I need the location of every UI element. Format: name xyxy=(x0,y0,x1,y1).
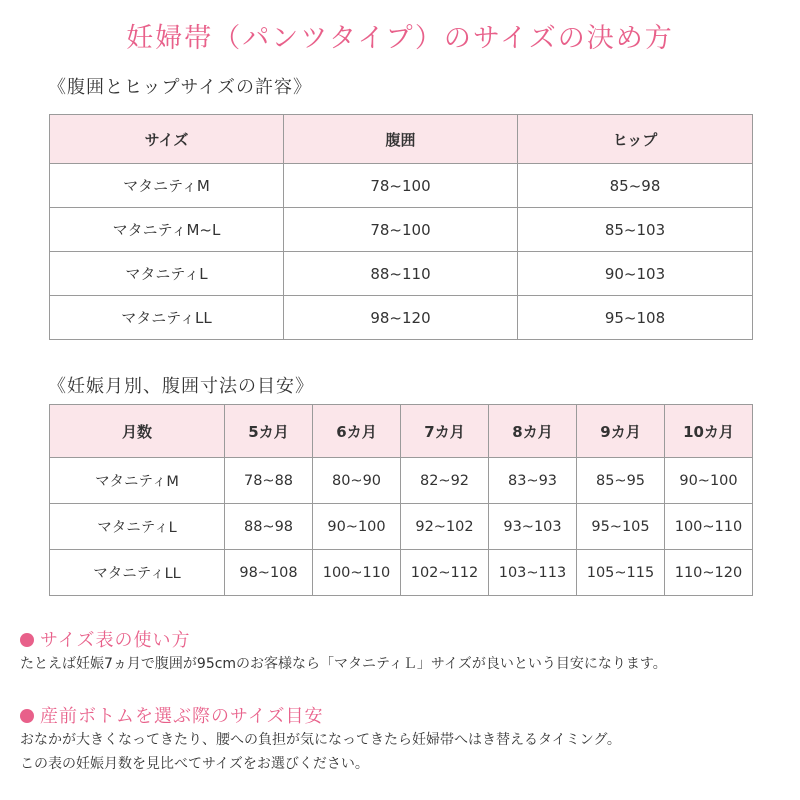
value-cell: 85~95 xyxy=(577,458,665,504)
column-header-month-9: 9カ月 xyxy=(577,405,665,458)
table-row xyxy=(50,164,753,208)
value-cell: 93~103 xyxy=(489,504,577,550)
note-heading-text: 産前ボトムを選ぶ際のサイズ目安 xyxy=(40,706,324,727)
size-cell: マタニティLL xyxy=(50,296,284,340)
column-header-waist: 腹囲 xyxy=(284,115,518,164)
page-title: 妊婦帯（パンツタイプ）のサイズの決め方 xyxy=(126,23,674,54)
value-cell: 100~110 xyxy=(665,504,753,550)
table-row xyxy=(50,252,753,296)
waist-cell: 78~100 xyxy=(284,208,518,252)
hip-cell: 95~108 xyxy=(518,296,753,340)
value-cell: 105~115 xyxy=(577,550,665,596)
column-header-hip: ヒップ xyxy=(518,115,753,164)
value-cell: 78~88 xyxy=(225,458,313,504)
size-tolerance-table xyxy=(49,114,753,340)
bullet-dot-icon xyxy=(20,709,34,723)
value-cell: 83~93 xyxy=(489,458,577,504)
table-header-row xyxy=(50,115,753,164)
note-text-bottom-size-line-2: この表の妊娠月数を見比べてサイズをお選びください。 xyxy=(20,756,369,772)
note-heading-how-to-use xyxy=(20,626,191,652)
table-row xyxy=(50,550,753,596)
value-cell: 82~92 xyxy=(401,458,489,504)
size-cell: マタニティLL xyxy=(50,550,225,596)
table-row xyxy=(50,208,753,252)
note-heading-bottom-size xyxy=(20,702,324,728)
value-cell: 102~112 xyxy=(401,550,489,596)
value-cell: 80~90 xyxy=(313,458,401,504)
table-row xyxy=(50,504,753,550)
waist-cell: 98~120 xyxy=(284,296,518,340)
table-header-row xyxy=(50,405,753,458)
value-cell: 100~110 xyxy=(313,550,401,596)
hip-cell: 85~98 xyxy=(518,164,753,208)
section-heading-monthly-waist: 《妊娠月別、腹囲寸法の目安》 xyxy=(48,376,314,397)
size-cell: マタニティM xyxy=(50,458,225,504)
size-cell: マタニティM~L xyxy=(50,208,284,252)
value-cell: 103~113 xyxy=(489,550,577,596)
value-cell: 90~100 xyxy=(665,458,753,504)
column-header-months: 月数 xyxy=(50,405,225,458)
section-heading-size-tolerance: 《腹囲とヒップサイズの許容》 xyxy=(48,77,313,98)
size-cell: マタニティL xyxy=(50,252,284,296)
waist-cell: 78~100 xyxy=(284,164,518,208)
column-header-month-5: 5カ月 xyxy=(225,405,313,458)
waist-cell: 88~110 xyxy=(284,252,518,296)
hip-cell: 90~103 xyxy=(518,252,753,296)
note-text-bottom-size-line-1: おなかが大きくなってきたり、腰への負担が気になってきたら妊婦帯へはき替えるタイミング。 xyxy=(20,732,621,748)
value-cell: 92~102 xyxy=(401,504,489,550)
size-cell: マタニティL xyxy=(50,504,225,550)
value-cell: 98~108 xyxy=(225,550,313,596)
column-header-size: サイズ xyxy=(50,115,284,164)
value-cell: 95~105 xyxy=(577,504,665,550)
monthly-waist-table xyxy=(49,404,753,596)
hip-cell: 85~103 xyxy=(518,208,753,252)
value-cell: 90~100 xyxy=(313,504,401,550)
column-header-month-7: 7カ月 xyxy=(401,405,489,458)
column-header-month-10: 10カ月 xyxy=(665,405,753,458)
bullet-dot-icon xyxy=(20,633,34,647)
table-row xyxy=(50,296,753,340)
column-header-month-8: 8カ月 xyxy=(489,405,577,458)
value-cell: 110~120 xyxy=(665,550,753,596)
table-row xyxy=(50,458,753,504)
column-header-month-6: 6カ月 xyxy=(313,405,401,458)
note-text-how-to-use: たとえば妊娠7ヵ月で腹囲が95cmのお客様なら「マタニティＬ」サイズが良いという目安になります。 xyxy=(20,656,667,672)
note-heading-text: サイズ表の使い方 xyxy=(40,630,191,651)
size-cell: マタニティM xyxy=(50,164,284,208)
value-cell: 88~98 xyxy=(225,504,313,550)
